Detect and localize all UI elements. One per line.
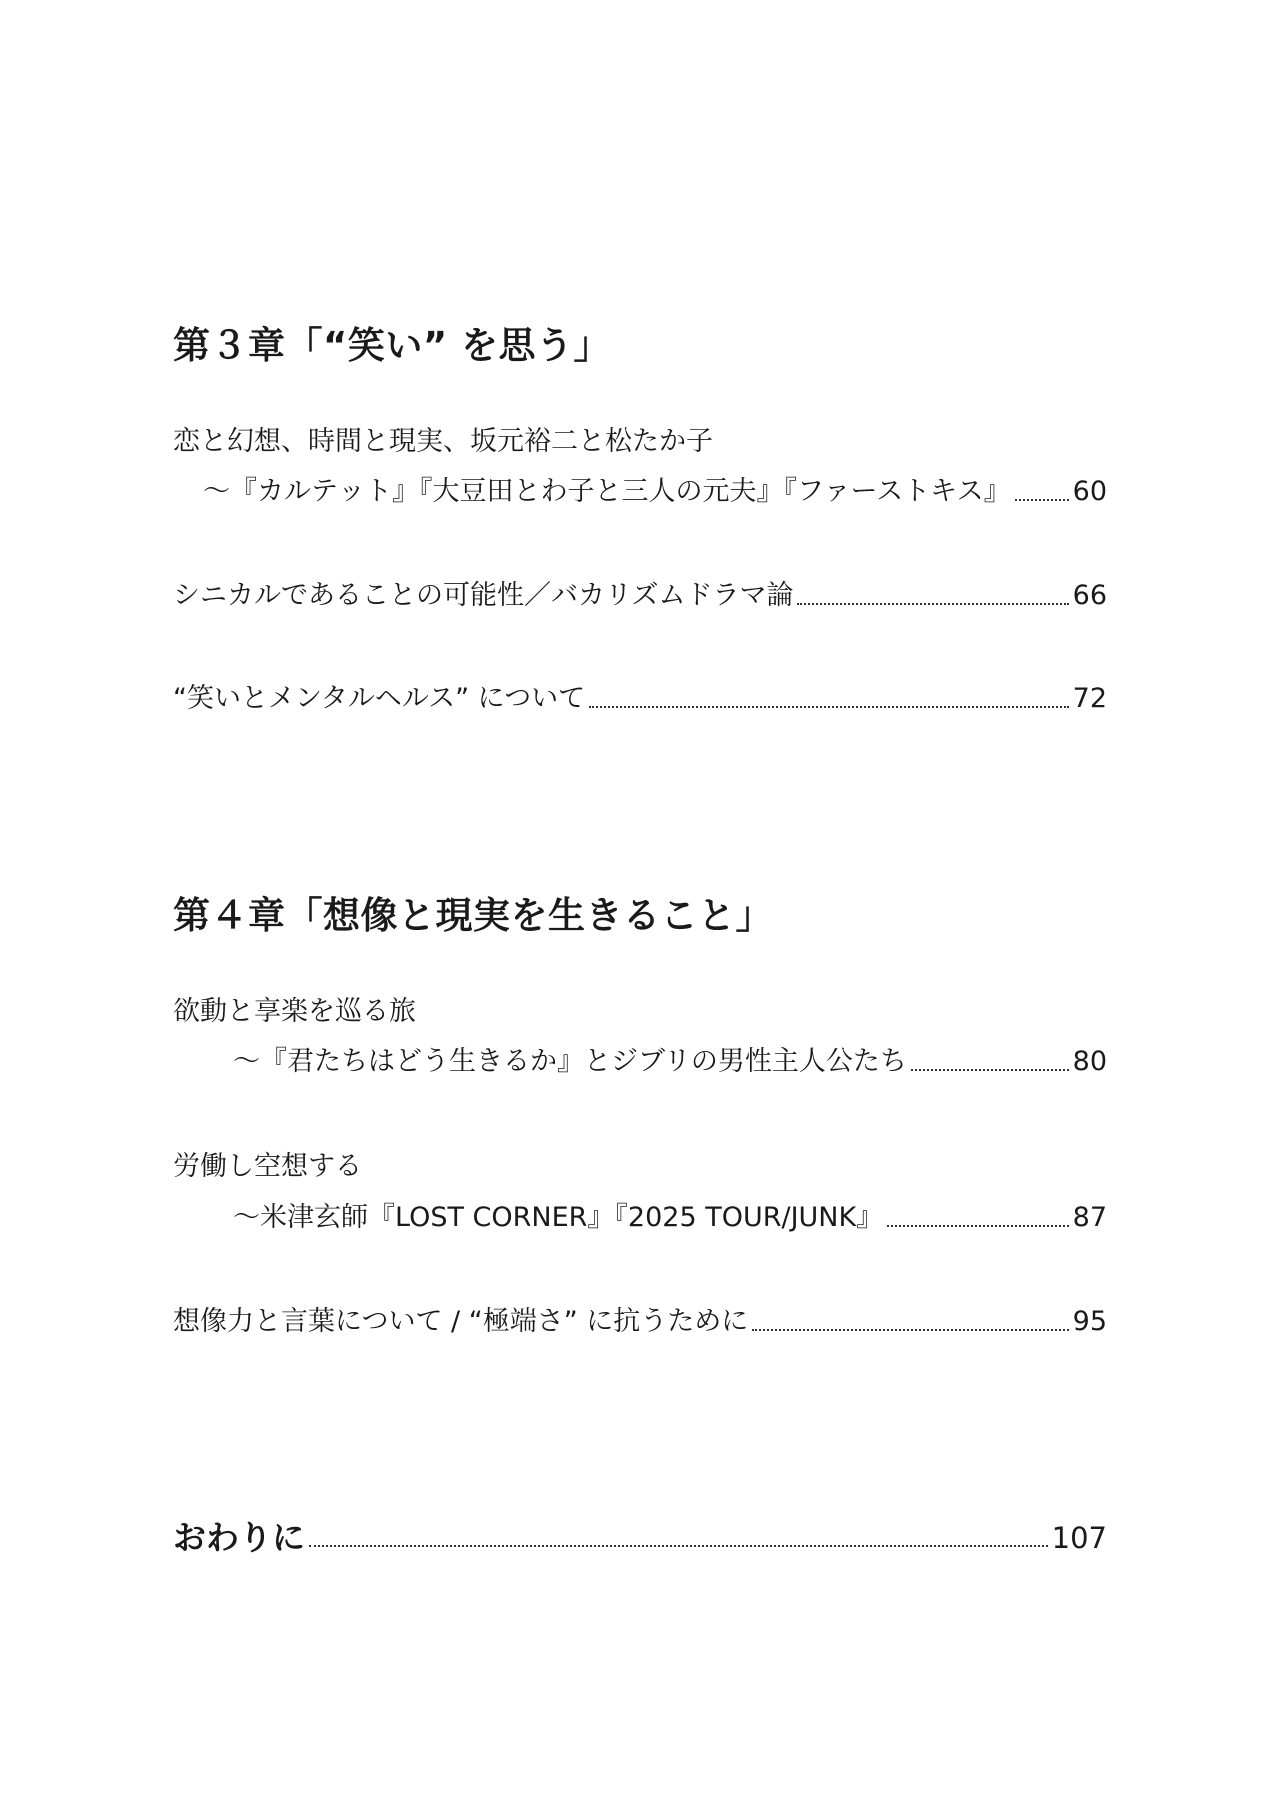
toc-entry-3-3	[173, 677, 1107, 717]
chapter-3-heading: 第３章「“笑い” を思う」	[173, 324, 612, 367]
toc-entry-text: ～米津玄師『LOST CORNER』『2025 TOUR/JUNK』	[233, 1202, 884, 1233]
toc-entry-4-2-title	[173, 1145, 1107, 1185]
dot-leader	[911, 1069, 1069, 1071]
toc-entry-closing	[173, 1510, 1107, 1556]
dot-leader	[752, 1329, 1068, 1331]
closing-title: おわりに	[173, 1518, 305, 1557]
page-number: 87	[1072, 1202, 1107, 1233]
toc-entry-text: 欲動と享楽を巡る旅	[173, 996, 416, 1027]
toc-entry-text: 恋と幻想、時間と現実、坂元裕二と松たか子	[173, 426, 713, 457]
page-number: 60	[1072, 476, 1107, 507]
page-number: 72	[1072, 683, 1107, 714]
toc-entry-3-1-subtitle	[173, 470, 1107, 510]
chapter-4-heading: 第４章「想像と現実を生きること」	[173, 894, 773, 937]
dot-leader	[1015, 499, 1069, 501]
toc-entry-text: ～『君たちはどう生きるか』とジブリの男性主人公たち	[233, 1046, 907, 1077]
page-number: 95	[1072, 1306, 1107, 1337]
toc-entry-text: “笑いとメンタルヘルス” について	[173, 683, 586, 714]
page-number: 107	[1051, 1521, 1107, 1555]
toc-entry-4-1-subtitle	[173, 1040, 1107, 1080]
toc-entry-3-1-title	[173, 420, 1107, 460]
page-number: 66	[1072, 580, 1107, 611]
toc-entry-4-3	[173, 1300, 1107, 1340]
dot-leader	[797, 603, 1068, 605]
toc-entry-4-1-title	[173, 990, 1107, 1030]
toc-entry-4-2-subtitle	[173, 1196, 1107, 1236]
dot-leader	[589, 706, 1069, 708]
dot-leader	[309, 1545, 1048, 1547]
toc-entry-text: ～『カルテット』『大豆田とわ子と三人の元夫』『ファーストキス』	[203, 476, 1011, 507]
toc-entry-text: 想像力と言葉について / “極端さ” に抗うために	[173, 1306, 749, 1337]
toc-entry-text: シニカルであることの可能性／バカリズムドラマ論	[173, 580, 794, 611]
page-number: 80	[1072, 1046, 1107, 1077]
toc-entry-text: 労働し空想する	[173, 1151, 362, 1182]
toc-entry-3-2	[173, 574, 1107, 614]
dot-leader	[887, 1225, 1068, 1227]
